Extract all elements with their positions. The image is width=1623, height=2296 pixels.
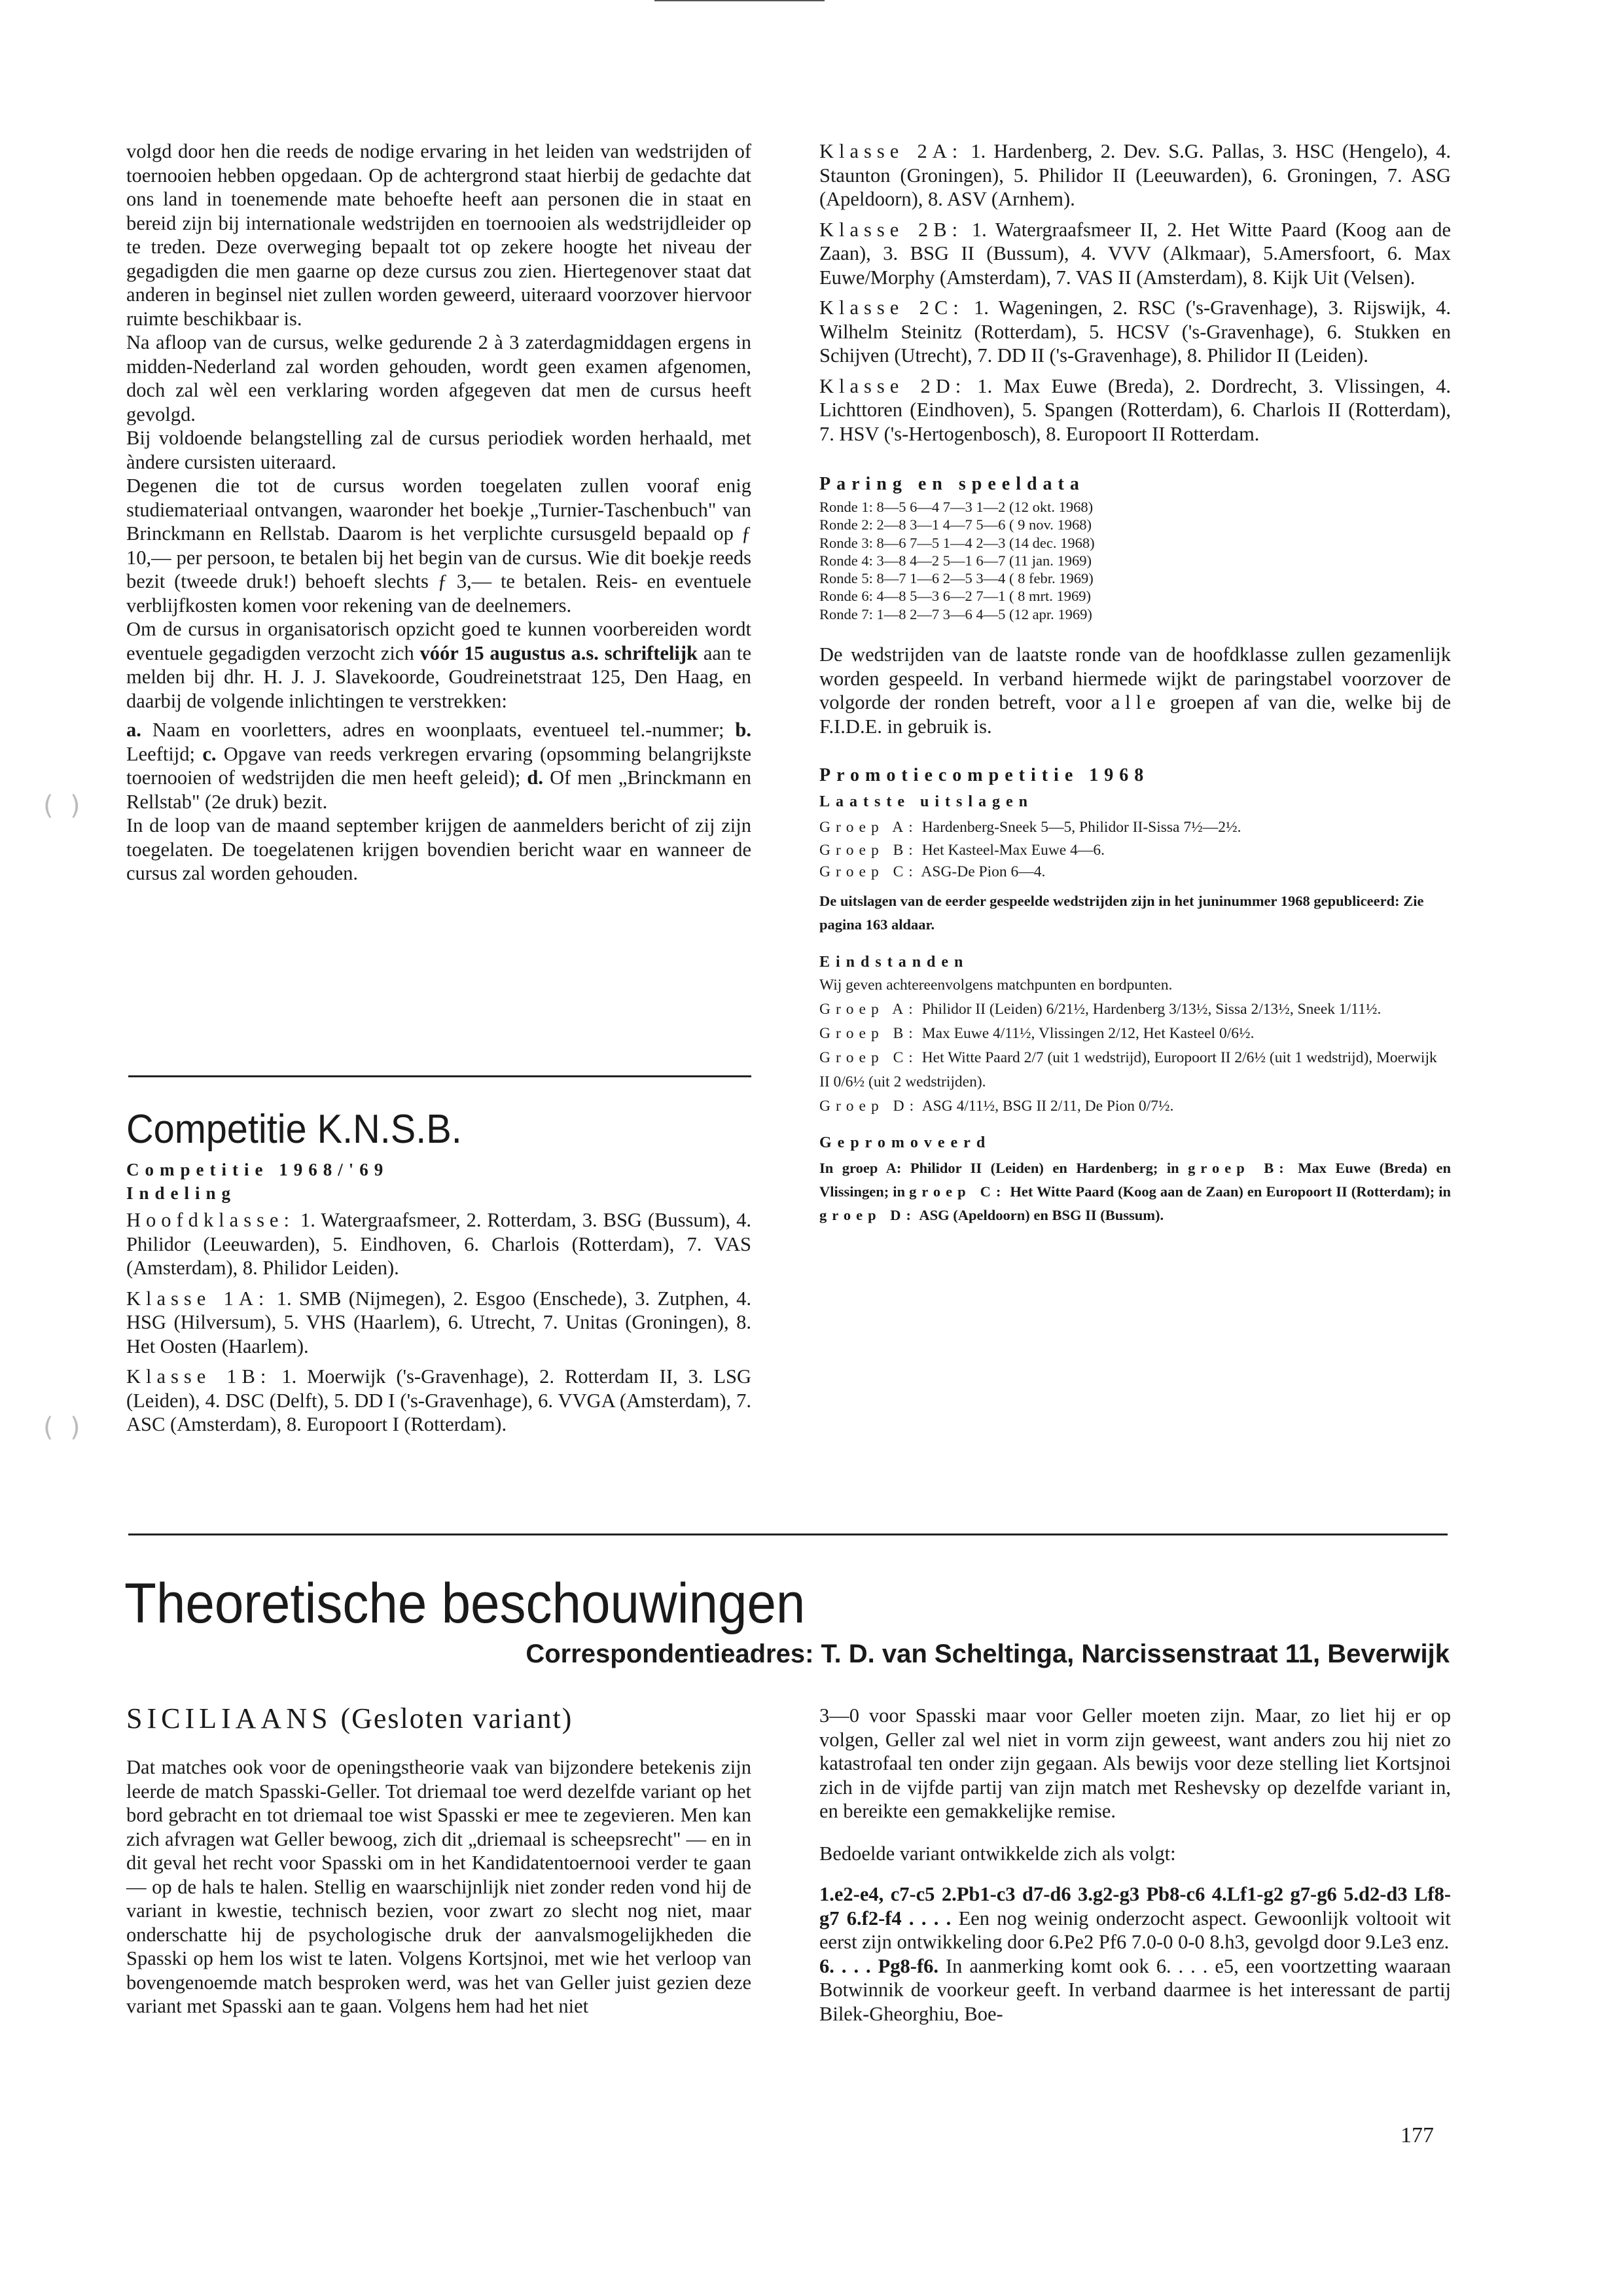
ronde-row: Ronde 6: 4—8 5—3 6—2 7—1 ( 8 mrt. 1969): [819, 588, 1091, 605]
text-span: Om de cursus in organisatorisch opzicht goed te kunnen voorbereiden wordt eventuele gegadigden verzocht zich: [126, 618, 751, 664]
competitie-title: Competitie K.N.S.B.: [126, 1107, 462, 1152]
klasse-text: 1. Hardenberg, 2. Dev. S.G. Pallas, 3. HSC (Hengelo), 4. Staunton (Groningen), 5. Philidor II (Leeuwarden), 6. Groningen, 7. ASG (Apeldoorn), 8. ASV (Arnhem).: [819, 140, 1452, 210]
laatste-uitslagen-heading: Laatste uitslagen: [819, 793, 1033, 811]
paragraph: In de loop van de maand september krijgen de aanmelders bericht of zij zijn toegelaten. De toegelatenen krijgen bovendien bericht waar en wanneer de cursus zal worden gehouden.: [126, 814, 751, 884]
klasse-entry: [819, 218, 1451, 290]
groep-label: Groep C:: [819, 863, 918, 881]
ronde-row: Ronde 3: 8—6 7—5 1—4 2—3 (14 dec. 1968): [819, 534, 1095, 551]
text-span: Een nog weinig onderzocht aspect. Gewoonlijk voltooit wit eerst zijn ontwikkeling door 6.Pe2 Pf6 7.0-0 0-0 8.h3, gevolgd door 9.Le3 enz.: [819, 1907, 1451, 1953]
chess-moves: 6. . . . Pg8-f6.: [819, 1954, 938, 1977]
klasse-label: Klasse 2B:: [819, 218, 963, 241]
klasse-label: Klasse 2D:: [819, 374, 967, 397]
groep-text: Het Witte Paard 2/7 (uit 1 wedstrijd), Europoort II 2/6½ (uit 1 wedstrijd), Moerwijk II 0/6½ (uit 2 wedstrijden).: [819, 1049, 1437, 1091]
ronde-row: Ronde 2: 2—8 3—1 4—7 5—6 ( 9 nov. 1968): [819, 516, 1092, 533]
text-span: aan te melden bij dhr. H. J. J. Slavekoorde, Goudreinetstraat 125, Den Haag, en daarbij de volgende inlichtingen te verstrekken:: [126, 641, 752, 712]
paring-heading: Paring en speeldata: [819, 474, 1085, 494]
list-text: Of men „Brinckmann en Rellstab" (2e druk) bezit.: [126, 766, 752, 813]
klasse-text: 1. Watergraafsmeer, 2. Rotterdam, 3. BSG (Bussum), 4. Philidor (Leeuwarden), 5. Eindhoven, 6. Charlois (Rotterdam), 7. VAS (Amsterdam), 8. Philidor Leiden).: [126, 1209, 752, 1279]
stand-row: [819, 1094, 1451, 1119]
list-key: a.: [126, 719, 141, 741]
scan-punch-mark-lower: ( ): [43, 1412, 80, 1443]
paragraph: [126, 617, 751, 713]
groep-text: ASG 4/11½, BSG II 2/11, De Pion 0/7½.: [921, 1098, 1174, 1115]
groep-text: Philidor II (Leiden) 6/21½, Hardenberg 3/13½, Sissa 2/13½, Sneek 1/11½.: [921, 1001, 1382, 1018]
list-text: Naam en voorletters, adres en woonplaats, eventueel tel.-nummer;: [152, 719, 724, 741]
paragraph: volgd door hen die reeds de nodige ervaring in het leiden van wedstrijden of toernooien hebben opgedaan. Op de achtergrond staat hierbij de gedachte dat ons land in toenemende mate behoefte heeft aan personen die in staat en bereid zijn bij internationale wedstrijden en toernooien als wedstrijdleider op te treden. Deze overweging bepaalt tot op zekere hoogte het niveau der gegadigden die men gaarne op deze cursus zou zien. Hiertegenover staat dat anderen in beginsel niet zullen worden geweerd, uiteraard voorzover hiervoor ruimte beschikbaar is.: [126, 140, 751, 330]
groep-text: Het Kasteel-Max Euwe 4—6.: [921, 842, 1105, 859]
groep-label: groep B:: [1188, 1160, 1289, 1177]
promotie-heading: Promotiecompetitie 1968: [819, 765, 1150, 786]
klasse-entry: [126, 1287, 751, 1359]
requirements-list: [126, 718, 751, 814]
uitslag-row: [819, 816, 1451, 840]
text-span: Max Euwe (Breda) en Vlissingen; in: [819, 1160, 1451, 1200]
stand-row: [819, 1022, 1451, 1046]
paring-note: [819, 643, 1451, 738]
paragraph: 3—0 voor Spasski maar voor Geller moeten zijn. Maar, zo liet hij er op volgen, Geller zal wel niet in vorm zijn geweest, want anders zou hij niet zo katastrofaal ten onder zijn gegaan. Als bewijs voor deze stelling liet Kortsjnoi zich in de vijfde partij van zijn match met Reshevsky op dezelfde variant in, en bereikte een gemakkelijke remise.: [819, 1704, 1451, 1822]
groep-label: Groep A:: [819, 819, 918, 836]
groep-label: Groep D:: [819, 1098, 919, 1115]
competitie-section: [126, 1105, 751, 1437]
klasse-text: 1. Watergraafsmeer II, 2. Het Witte Paard (Koog aan de Zaan), 3. BSG II (Bussum), 4. VVV (Alkmaar), 5.Amersfoort, 6. Max Euwe/Morphy (Amsterdam), 7. VAS II (Amsterdam), 8. Kijk Uit (Velsen).: [819, 218, 1451, 289]
uitslag-row: [819, 840, 1451, 861]
klasse-label: Hoofdklasse:: [126, 1209, 294, 1231]
uitslagen-note: De uitslagen van de eerder gespeelde wedstrijden zijn in het juninummer 1968 gepubliceerd: Zie pagina 163 aldaar.: [819, 893, 1424, 933]
section-heading: [126, 1700, 751, 1737]
text-span: groepen af van die, welke bij de F.I.D.E. in gebruik is.: [819, 691, 1451, 738]
klasse-entry: [126, 1365, 751, 1437]
section-divider: [128, 1534, 1448, 1535]
ronde-row: Ronde 7: 1—8 2—7 3—6 4—5 (12 apr. 1969): [819, 605, 1092, 622]
klasse-entry: [126, 1208, 751, 1280]
text-span: ASG (Apeldoorn) en BSG II (Bussum).: [919, 1207, 1164, 1224]
text-span: Het Witte Paard (Koog aan de Zaan) en Europoort II (Rotterdam); in: [1010, 1183, 1452, 1200]
groep-text: Hardenberg-Sneek 5—5, Philidor II-Sissa 7½—2½.: [921, 819, 1241, 836]
ronde-row: Ronde 1: 8—5 6—4 7—3 1—2 (12 okt. 1968): [819, 499, 1094, 515]
list-key: d.: [527, 766, 543, 789]
left-article-column: [126, 139, 751, 886]
theory-header: [124, 1570, 1450, 1670]
klasse-entry: [819, 374, 1451, 446]
groep-label: groep C:: [909, 1183, 1007, 1200]
correspondence-address: Correspondentieadres: T. D. van Scheltinga, Narcissenstraat 11, Beverwijk: [526, 1640, 1450, 1668]
groep-label: Groep A:: [819, 1001, 918, 1018]
chess-moves: 1.e2-e4, c7-c5 2.Pb1-c3 d7-d6 3.g2-g3 Pb8-c6 4.Lf1-g2 g7-g6 5.d2-d3 Lf8-g7 6.f2-f4 . . . .: [819, 1883, 1451, 1929]
klasse-label: Klasse 2C:: [819, 296, 964, 319]
klasse-entry: [819, 139, 1451, 211]
paragraph: Degenen die tot de cursus worden toegelaten zullen vooraf enig studiemateriaal ontvangen, waaronder het boekje „Turnier-Taschenbuch" van Brinckmann en Rellstab. Daarom is het verplichte cursusgeld bepaald op ƒ 10,— per persoon, te betalen bij het begin van de cursus. Wie dit boekje reeds bezit (tweede druk!) behoeft slechts ƒ 3,— te betalen. Reis- en eventuele verblijfkosten komen voor rekening van de deelnemers.: [126, 475, 751, 617]
klasse-label: Klasse 2A:: [819, 140, 963, 162]
uitslag-row: [819, 861, 1451, 883]
klasse-text: 1. SMB (Nijmegen), 2. Esgoo (Enschede), 3. Zutphen, 4. HSG (Hilversum), 5. VHS (Haarlem), 6. Utrecht, 7. Unitas (Groningen), 8. Het Oosten (Haarlem).: [126, 1287, 751, 1357]
ronde-row: Ronde 5: 8—7 1—6 2—5 3—4 ( 8 febr. 1969): [819, 570, 1094, 587]
eindstanden-heading: Eindstanden: [819, 954, 969, 971]
deadline-emphasis: vóór 15 augustus a.s. schriftelijk: [419, 641, 698, 664]
groep-label: Groep C:: [819, 1049, 918, 1067]
klasse-text: 1. Max Euwe (Breda), 2. Dordrecht, 3. Vlissingen, 4. Lichttoren (Eindhoven), 5. Spangen (Rotterdam), 6. Charlois II (Rotterdam), 7. HSV ('s-Hertogenbosch), 8. Europoort II Rotterdam.: [819, 374, 1451, 445]
gepromoveerd-heading: Gepromoveerd: [819, 1134, 991, 1152]
paragraph: Bij voldoende belangstelling zal de cursus periodiek worden herhaald, met àndere cursisten uiteraard.: [126, 427, 751, 473]
klasse-text: 1. Moerwijk ('s-Gravenhage), 2. Rotterdam II, 3. LSG (Leiden), 4. DSC (Delft), 5. DD I ('s-Gravenhage), 6. VVGA (Amsterdam), 7. ASC (Amsterdam), 8. Europoort I (Rotterdam).: [126, 1365, 752, 1435]
paragraph: Bedoelde variant ontwikkelde zich als volgt:: [819, 1842, 1176, 1865]
theory-title: Theoretische beschouwingen: [124, 1572, 806, 1635]
right-top-column: [819, 139, 1451, 1227]
groep-text: Max Euwe 4/11½, Vlissingen 2/12, Het Kasteel 0/6½.: [921, 1025, 1255, 1043]
groep-label: Groep B:: [819, 842, 918, 859]
text-span: In aanmerking komt ook 6. . . . e5, een voortzetting waaraan Botwinnik de voorkeur geeft. In verband daarmee is het interessant de partij Bilek-Gheorghiu, Boe-: [819, 1954, 1451, 2025]
moves-paragraph: [819, 1882, 1451, 1954]
indeling-heading: Indeling: [126, 1183, 237, 1203]
klasse-label: Klasse 1A:: [126, 1287, 270, 1310]
text-span: De wedstrijden van de laatste ronde van de hoofdklasse zullen gezamenlijk worden gespeeld. In verband hiermede wijkt de paringstabel voorzover de volgorde der ronden betreft, voor: [819, 643, 1451, 714]
opening-name: SICILIAANS: [126, 1702, 332, 1734]
paring-table: [819, 498, 1451, 623]
variant-name: (Gesloten variant): [340, 1702, 573, 1734]
paragraph: Na afloop van de cursus, welke gedurende 2 à 3 zaterdagmiddagen ergens in midden-Nederland zal worden gehouden, wordt geen examen afgenomen, doch zal wèl een verklaring worden afgegeven dat men de cursus heeft gevolgd.: [126, 331, 751, 425]
list-key: b.: [735, 719, 752, 741]
stand-row: [819, 997, 1451, 1022]
paragraph: Dat matches ook voor de openingstheorie vaak van bijzondere betekenis zijn leerde de match Spasski-Geller. Tot driemaal toe werd dezelfde variant op het bord gebracht en tot driemaal toe wist Spasski er mee te zegevieren. Men kan zich afvragen wat Geller bewoog, zich dit „driemaal is scheepsrecht" — en in dit geval het recht voor Spasski om in het Kandidatentoernooi verder te gaan — op de hals te halen. Stellig en waarschijnlijk niet zonder reden vond hij de variant in kwestie, technisch bezien, voor zwart zo slecht nog niet, maar onderschatte hij de psychologische druk der aanvalsmogelijkheden die Spasski op hem los wist te laten. Volgens Kortsjnoi, met wie het verloop van bovengenoemde match besproken werd, was het van Geller juist gezien deze variant met Spasski aan te gaan. Volgens hem had het niet: [126, 1756, 751, 2017]
list-text: Opgave van reeds verkregen ervaring (opsomming belangrijkste toernooien of wedstrijden die men heeft geleid);: [126, 742, 752, 789]
top-rule: [654, 0, 825, 1]
stand-row: [819, 1046, 1451, 1094]
klasse-entry: [819, 296, 1451, 368]
gepromoveerd-text: [819, 1157, 1451, 1227]
text-span: In groep A: Philidor II (Leiden) en Hardenberg; in: [819, 1160, 1179, 1177]
list-text: Leeftijd;: [126, 742, 196, 765]
competitie-subtitle: Competitie 1968/'69: [126, 1160, 389, 1179]
groep-text: ASG-De Pion 6—4.: [921, 863, 1046, 881]
groep-label: groep D:: [819, 1207, 916, 1224]
theory-left-column: [126, 1700, 751, 2018]
klasse-label: Klasse 1B:: [126, 1365, 272, 1388]
klasse-text: 1. Wageningen, 2. RSC ('s-Gravenhage), 3. Rijswijk, 4. Wilhelm Steinitz (Rotterdam), 5. HCSV ('s-Gravenhage), 6. Stukken en Schijven (Utrecht), 7. DD II ('s-Gravenhage), 8. Philidor II (Leiden).: [819, 296, 1451, 367]
moves-paragraph: [819, 1954, 1451, 2026]
divider: [128, 1075, 751, 1077]
theory-right-column: [819, 1704, 1451, 2026]
list-key: c.: [202, 742, 217, 765]
emphasis: alle: [1111, 691, 1161, 714]
eindstanden-intro: Wij geven achtereenvolgens matchpunten en bordpunten.: [819, 977, 1173, 994]
groep-label: Groep B:: [819, 1025, 918, 1043]
page-number: 177: [1400, 2123, 1434, 2147]
scan-punch-mark-upper: ( ): [43, 791, 80, 821]
ronde-row: Ronde 4: 3—8 4—2 5—1 6—7 (11 jan. 1969): [819, 552, 1092, 569]
